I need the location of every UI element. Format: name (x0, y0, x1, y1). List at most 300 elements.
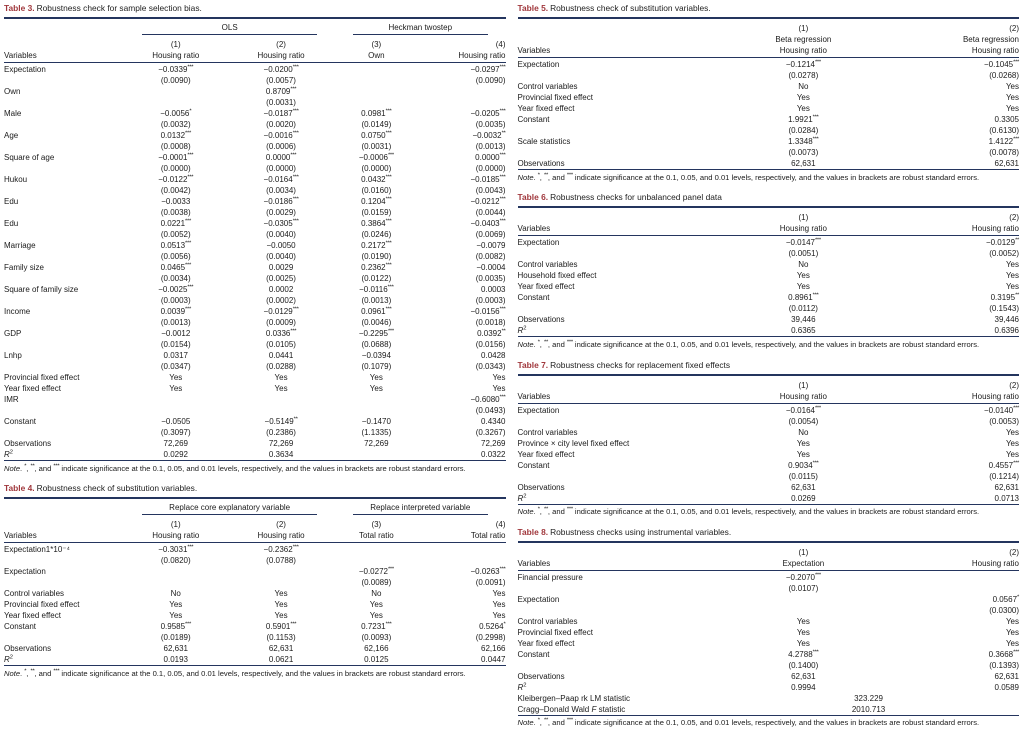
standard-error-row (4, 163, 506, 174)
table-row (518, 103, 1020, 114)
column-header-row (518, 207, 1020, 223)
standard-error-row (4, 295, 506, 306)
empty-label-cell (4, 632, 124, 643)
row-label: Family size (4, 263, 45, 272)
table-caption-label: Table 4. (4, 483, 35, 494)
table-row (518, 236, 1020, 249)
row-label: Provincial fixed effect (517, 93, 593, 102)
column-group-row (4, 498, 506, 515)
empty-label-cell (4, 555, 124, 566)
column-header-cell: (1) (798, 547, 809, 557)
standard-error-cell: (0.0343) (475, 362, 506, 371)
standard-error-cell: (0.0008) (160, 142, 191, 151)
standard-error-cell: (0.0082) (475, 252, 506, 261)
row-label: Constant (517, 649, 550, 659)
table-row (518, 570, 1020, 583)
standard-error-cell (227, 577, 335, 588)
coefficient-cell: −0.0339*** (158, 64, 194, 74)
right-column (518, 3, 1020, 738)
column-header-cell: Housing ratio (718, 45, 889, 58)
row-label: Expectation (517, 238, 560, 248)
coefficient-cell: −0.3031*** (158, 544, 194, 555)
table-row (4, 621, 506, 632)
coefficient-cell: Yes (796, 271, 810, 281)
table-row (518, 438, 1020, 449)
coefficient-cell: −0.0185*** (470, 174, 506, 184)
coefficient-cell: 0.7231*** (361, 621, 392, 632)
column-header-row (518, 45, 1020, 58)
column-header-cell: Beta regression (775, 35, 832, 44)
empty-label-cell (4, 339, 124, 350)
table-row (518, 292, 1020, 303)
standard-error-row (4, 339, 506, 350)
coefficient-cell: 0.6396 (994, 326, 1019, 336)
coefficient-cell: 0.0447 (481, 655, 506, 665)
coefficient-cell: 0.0336*** (265, 328, 297, 338)
table-row (518, 682, 1020, 693)
column-header-row (518, 375, 1020, 391)
table-row (4, 610, 506, 621)
empty-header-cell (4, 35, 124, 50)
coefficient-cell: Yes (1005, 93, 1019, 102)
table-row (518, 136, 1020, 147)
standard-error-cell: (0.0090) (475, 76, 506, 85)
empty-label-cell (4, 317, 124, 328)
coefficient-cell: −0.1470 (361, 417, 391, 426)
coefficient-cell: Yes (1005, 271, 1019, 281)
coefficient-cell: 0.3864*** (361, 218, 392, 228)
row-label: $R^2$ (517, 682, 527, 692)
coefficient-cell: 0.0589 (994, 682, 1019, 692)
coefficient-cell: Yes (796, 104, 810, 113)
column-header-cell: (1) (798, 213, 809, 223)
standard-error-cell: (0.0035) (475, 120, 506, 129)
coefficient-cell: Yes (169, 611, 183, 621)
standard-error-cell: (0.1153) (266, 633, 296, 643)
table-row (518, 493, 1020, 505)
table-row (518, 281, 1020, 292)
row-label: Control variables (517, 260, 578, 270)
column-header-cell: (4) (495, 520, 506, 530)
standard-error-row (518, 416, 1020, 427)
table-note: Note. *, **, and *** indicate significance at the 0.1, 0.05, and 0.01 levels, respectively, and the values in brackets are robust standard errors. (4, 668, 466, 678)
standard-error-cell: (0.0089) (361, 578, 392, 588)
column-header-cell: Beta regression (962, 35, 1019, 44)
coefficient-cell: Yes (1005, 438, 1019, 448)
empty-label-cell (4, 251, 124, 262)
table-row (4, 449, 506, 461)
standard-error-cell: (0.0078) (989, 148, 1019, 157)
coefficient-cell: 62,631 (994, 159, 1019, 168)
column-header-cell: Housing ratio (889, 558, 1019, 571)
row-label: Constant (517, 293, 550, 303)
table-row (4, 63, 506, 76)
row-label: $R^2$ (4, 449, 13, 459)
row-label: Observations (517, 671, 565, 681)
table-caption-label: Table 6. (517, 192, 549, 203)
standard-error-cell (335, 97, 418, 108)
column-header-cell: (2) (276, 40, 286, 49)
table-caption-text: Robustness checks using instrumental variables. (550, 526, 732, 537)
table-row (518, 114, 1020, 125)
coefficient-cell: Yes (169, 373, 183, 382)
standard-error-cell: (0.0038) (160, 208, 191, 217)
coefficient-cell: 0.2362*** (361, 262, 392, 272)
coefficient-cell: −0.0025*** (158, 284, 194, 294)
coefficient-cell: 0.4557*** (988, 459, 1019, 470)
coefficient-cell: Yes (1005, 282, 1019, 292)
standard-error-cell: (0.0156) (475, 340, 506, 349)
spanning-statistic-value: 2010.713 (851, 704, 886, 714)
column-header-row (518, 34, 1020, 45)
standard-error-row (4, 97, 506, 108)
row-label: Control variables (517, 82, 578, 91)
column-header-row (518, 223, 1020, 236)
table-row (518, 594, 1020, 605)
row-label: Constant (517, 460, 550, 470)
row-label: Observations (4, 644, 52, 654)
standard-error-row (518, 660, 1020, 671)
standard-error-cell: (0.0051) (788, 249, 819, 259)
standard-error-cell: (0.0020) (266, 120, 296, 129)
column-header-row (4, 50, 506, 63)
coefficient-cell (335, 394, 418, 405)
column-header-cell: Housing ratio (889, 391, 1019, 404)
column-header-row (4, 35, 506, 50)
coefficient-cell: −0.0403*** (470, 218, 506, 228)
table-row (518, 649, 1020, 660)
empty-label-cell (518, 605, 719, 616)
table-row (4, 654, 506, 666)
column-header-row (4, 530, 506, 543)
table-host (518, 206, 1020, 337)
coefficient-cell: −0.2295*** (358, 328, 394, 338)
column-header-cell: Expectation (718, 558, 889, 571)
standard-error-cell: (0.0031) (266, 98, 296, 107)
coefficient-cell: −0.0200*** (263, 64, 299, 74)
standard-error-cell: (0.0788) (266, 556, 296, 566)
table-caption-text: Robustness checks for replacement fixed effects (550, 359, 731, 370)
regression-table (518, 17, 1020, 170)
row-label: Expectation (517, 594, 560, 604)
empty-label-cell (518, 125, 719, 136)
standard-error-cell: (0.0034) (160, 274, 191, 283)
variables-header: Variables (518, 223, 719, 236)
row-label: Year fixed effect (517, 638, 575, 648)
table-host (518, 17, 1020, 170)
table-caption (518, 527, 1020, 538)
coefficient-cell (718, 594, 889, 605)
standard-error-cell: (0.2386) (266, 428, 296, 437)
table3-section (4, 3, 506, 473)
row-label: Control variables (517, 616, 578, 626)
column-header-cell: Housing ratio (718, 223, 889, 236)
empty-label-cell (518, 147, 719, 158)
empty-header-cell (4, 515, 124, 530)
table-row (4, 588, 506, 599)
row-label: $R^2$ (517, 492, 527, 503)
variables-header: Variables (4, 50, 124, 63)
table-row (4, 306, 506, 317)
standard-error-cell: (0.0688) (361, 340, 392, 349)
table-row (518, 693, 1020, 704)
coefficient-cell: 0.8709*** (265, 86, 297, 96)
standard-error-cell: (0.0052) (160, 230, 191, 239)
empty-header-cell (518, 18, 719, 34)
spanning-statistic-value: 323.229 (854, 693, 883, 703)
coefficient-cell: No (170, 589, 181, 599)
coefficient-cell: −0.6080*** (470, 394, 506, 404)
column-header-cell: (1) (798, 380, 809, 390)
table-caption-text: Robustness check of substitution variables. (550, 3, 711, 13)
standard-error-cell: (0.0057) (266, 76, 296, 85)
standard-error-cell (124, 97, 227, 108)
coefficient-cell: No (371, 589, 382, 599)
table-row (4, 543, 506, 556)
table-note: Note. *, **, and *** indicate significance at the 0.1, 0.05, and 0.01 levels, respectively, and the values in brackets are robust standard errors. (517, 506, 980, 517)
coefficient-cell: 0.0441 (268, 351, 294, 360)
empty-label-cell (4, 75, 124, 86)
coefficient-cell: −0.0305*** (263, 218, 299, 228)
table-note: Note. *, **, and *** indicate significance at the 0.1, 0.05, and 0.01 levels, respectively, and the values in brackets are robust standard errors. (517, 717, 980, 728)
standard-error-cell: (0.0003) (475, 296, 506, 305)
column-header-cell: (4) (495, 40, 506, 49)
coefficient-cell (335, 449, 418, 461)
coefficient-cell: 0.0750*** (361, 130, 392, 140)
empty-label-cell (518, 416, 719, 427)
coefficient-cell: Yes (369, 373, 383, 382)
standard-error-row (518, 303, 1020, 314)
coefficient-cell: 0.0317 (163, 351, 188, 360)
coefficient-cell: −0.0033 (161, 197, 191, 206)
coefficient-cell: −0.5149** (264, 416, 298, 426)
coefficient-cell: 0.0193 (163, 655, 188, 665)
coefficient-cell (889, 570, 1019, 583)
table-row (518, 449, 1020, 460)
empty-header-cell (518, 542, 719, 558)
standard-error-row (518, 605, 1020, 616)
column-header-row (518, 558, 1020, 571)
left-column (4, 3, 506, 738)
coefficient-cell: −0.0012 (161, 329, 191, 338)
empty-label-cell (4, 577, 124, 588)
standard-error-cell: (0.0046) (361, 318, 392, 327)
standard-error-cell: (0.0000) (361, 164, 392, 173)
row-label: Scale statistics (517, 137, 571, 146)
coefficient-cell: Yes (369, 611, 383, 621)
coefficient-cell: Yes (1005, 616, 1019, 626)
row-label: Observations (517, 159, 565, 168)
variables-header: Variables (4, 530, 124, 543)
row-label: Provincial fixed effect (517, 627, 593, 637)
coefficient-cell: 72,269 (481, 439, 506, 448)
row-label: Year fixed effect (4, 384, 61, 393)
coefficient-cell: 0.0392** (477, 328, 506, 338)
coefficient-cell: 1.3348*** (788, 136, 819, 146)
standard-error-cell: (0.0029) (266, 208, 296, 217)
standard-error-cell: (0.0246) (361, 230, 392, 239)
column-header-cell: Housing ratio (227, 50, 335, 63)
coefficient-cell: −0.0187*** (263, 108, 299, 118)
coefficient-cell: 62,631 (791, 671, 816, 681)
standard-error-cell: (0.0820) (160, 556, 191, 566)
coefficient-cell: 0.0000*** (475, 152, 506, 162)
standard-error-cell: (0.0493) (475, 406, 506, 415)
coefficient-cell: Yes (169, 600, 183, 610)
coefficient-cell: 62,631 (994, 482, 1019, 492)
table-row (4, 350, 506, 361)
empty-header-cell (4, 498, 124, 515)
standard-error-cell (124, 405, 227, 416)
table-host (518, 541, 1020, 716)
coefficient-cell (335, 543, 418, 556)
coefficient-cell: Yes (369, 384, 383, 393)
standard-error-cell (335, 405, 418, 416)
coefficient-cell: 0.0125 (364, 655, 389, 665)
empty-label-cell (4, 119, 124, 130)
row-label: Lnhp (4, 351, 22, 360)
coefficient-cell: −0.0032** (472, 130, 506, 140)
column-header-cell: Own (335, 50, 418, 63)
coefficient-cell: −0.0186*** (263, 196, 299, 206)
coefficient-cell: Yes (274, 384, 288, 393)
table-caption-label: Table 3. (4, 3, 35, 13)
standard-error-row (4, 361, 506, 372)
coefficient-cell: −0.0050 (266, 241, 296, 250)
table-row (518, 403, 1020, 416)
table-caption-label: Table 8. (517, 526, 549, 537)
row-label: Provincial fixed effect (4, 373, 80, 382)
coefficient-cell: Yes (1005, 427, 1019, 437)
standard-error-row (518, 583, 1020, 594)
column-group-header: Heckman twostep (335, 18, 506, 35)
coefficient-cell: −0.0272*** (358, 566, 394, 577)
standard-error-cell: (0.0042) (160, 186, 191, 195)
table-row (4, 108, 506, 119)
coefficient-cell: 0.0961*** (361, 306, 392, 316)
standard-error-cell: (0.0115) (788, 471, 818, 481)
column-group-header: Replace interpreted variable (335, 498, 506, 515)
row-label: GDP (4, 329, 22, 338)
table-row (518, 671, 1020, 682)
coefficient-cell: No (798, 260, 809, 270)
row-label: Observations (517, 482, 565, 492)
row-label: Province × city level fixed effect (517, 438, 630, 448)
coefficient-cell: 0.9034*** (788, 459, 819, 470)
empty-header-cell (4, 18, 124, 35)
standard-error-cell: (0.0025) (266, 274, 296, 283)
column-header-cell: Housing ratio (418, 50, 506, 63)
table-row (518, 58, 1020, 71)
coefficient-cell: Yes (796, 627, 810, 637)
coefficient-cell (418, 86, 506, 97)
coefficient-cell (418, 543, 506, 556)
standard-error-row (4, 317, 506, 328)
standard-error-row (4, 251, 506, 262)
standard-error-row (518, 147, 1020, 158)
coefficient-cell: −0.0212*** (470, 196, 506, 206)
table-row (518, 325, 1020, 337)
coefficient-cell: 0.0003 (481, 285, 506, 294)
coefficient-cell: 0.6365 (791, 326, 816, 336)
variables-header: Variables (518, 558, 719, 571)
regression-table (518, 374, 1020, 505)
row-label: Household fixed effect (517, 271, 597, 281)
coefficient-cell: 0.0039*** (160, 306, 191, 316)
column-header-row (518, 391, 1020, 404)
table-row (518, 314, 1020, 325)
standard-error-cell: (0.0091) (475, 578, 506, 588)
column-header-cell: (1) (798, 24, 809, 33)
empty-label-cell (518, 660, 719, 671)
row-label: Constant (4, 622, 37, 632)
table5-section (518, 3, 1020, 182)
standard-error-cell: (0.0034) (266, 186, 296, 195)
standard-error-cell: (0.0000) (160, 164, 191, 173)
standard-error-cell: (0.0006) (266, 142, 296, 151)
table-note: Note. *, **, and *** indicate significance at the 0.1, 0.05, and 0.01 levels, respectively, and the values in brackets are robust standard errors. (517, 339, 980, 349)
standard-error-row (518, 471, 1020, 482)
table-row (4, 566, 506, 577)
standard-error-cell: (0.0052) (989, 249, 1019, 259)
column-header-cell: (3) (371, 520, 382, 530)
standard-error-cell: (0.0013) (160, 318, 191, 327)
coefficient-cell: Yes (274, 611, 288, 621)
coefficient-cell (124, 86, 227, 97)
table4-section (4, 483, 506, 678)
empty-label-cell (518, 70, 719, 81)
standard-error-cell: (0.0154) (160, 340, 191, 349)
coefficient-cell: −0.0205*** (470, 108, 506, 118)
column-header-cell: (1) (170, 40, 181, 49)
table6-section (518, 192, 1020, 349)
coefficient-cell: Yes (796, 449, 810, 459)
standard-error-cell (227, 405, 335, 416)
table-row (518, 92, 1020, 103)
row-label: Expectation (517, 405, 560, 415)
column-header-cell: (2) (1009, 213, 1019, 223)
coefficient-cell: 0.0292 (163, 450, 188, 459)
standard-error-cell: (0.1214) (989, 471, 1019, 481)
table-row (518, 638, 1020, 649)
coefficient-cell: 62,631 (791, 482, 816, 492)
coefficient-cell: −0.2070*** (785, 572, 821, 582)
coefficient-cell: 39,446 (791, 315, 816, 325)
column-header-cell: Total ratio (418, 530, 506, 543)
empty-header-cell (518, 207, 719, 223)
table-row (4, 174, 506, 185)
row-label: IMR (4, 395, 19, 404)
coefficient-cell: −0.0263*** (470, 566, 506, 577)
coefficient-cell: −0.0164*** (263, 174, 299, 184)
coefficient-cell: Yes (1005, 627, 1019, 637)
table-caption-label: Table 7. (517, 359, 549, 370)
standard-error-cell: (0.0160) (361, 186, 392, 195)
table-row (4, 416, 506, 427)
row-label: Edu (4, 197, 19, 206)
coefficient-cell: 0.0000*** (265, 152, 297, 162)
column-header-cell: Housing ratio (889, 45, 1019, 58)
table-row (518, 81, 1020, 92)
standard-error-cell: (0.0122) (361, 274, 392, 283)
coefficient-cell (335, 86, 418, 97)
row-label: Income (4, 307, 31, 316)
coefficient-cell (124, 566, 227, 577)
column-header-row (518, 18, 1020, 34)
coefficient-cell: Yes (369, 600, 383, 610)
standard-error-cell: (0.1543) (989, 304, 1019, 314)
column-header-cell: (3) (371, 40, 382, 49)
